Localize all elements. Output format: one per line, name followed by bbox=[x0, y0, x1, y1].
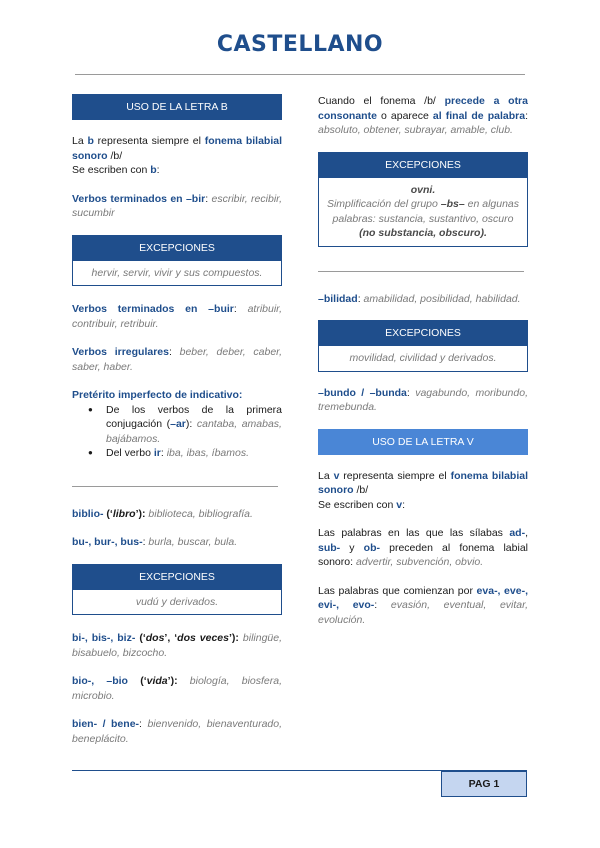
exceptions-body: vudú y derivados. bbox=[135, 595, 219, 608]
page-title: CASTELLANO bbox=[216, 32, 384, 57]
rule-bir: Verbos terminados en –bir: escribir, recibir, sucumbir bbox=[72, 192, 282, 219]
rule-irregulares: Verbos irregulares: beber, deber, caber, saber, haber. bbox=[72, 346, 283, 373]
exceptions-box-4 bbox=[318, 320, 528, 372]
rule-eva: Las palabras que comienzan por eva-, eve-, evi-, evo-: evasión, eventual, evitar, evolución. bbox=[318, 584, 528, 626]
rule-bien: bien- / bene-: bienvenido, bienaventurado, beneplácito. bbox=[72, 718, 282, 745]
exceptions-header: EXCEPCIONES bbox=[73, 236, 281, 261]
section-header-uso-v: USO DE LA LETRA V bbox=[318, 429, 528, 455]
list-item: ● De los verbos de la primera conjugación (–ar): cantaba, amabas, bajábamos. bbox=[88, 403, 282, 447]
page-number: PAG 1 bbox=[441, 771, 527, 797]
section-divider bbox=[318, 271, 524, 272]
rule-ad-sub-ob: Las palabras en las que las sílabas ad-, sub- y ob- preceden al fonema labial sonoro: advertir, subvención, obvio. bbox=[318, 527, 528, 568]
intro-v: La v representa siempre el fonema bilabial sonoro /b/ Se escriben con v: bbox=[318, 469, 528, 511]
intro-b: La b representa siempre el fonema bilabial sonoro /b/ Se escriben con b: bbox=[72, 135, 282, 176]
exceptions-header: EXCEPCIONES bbox=[319, 153, 527, 178]
exceptions-header: EXCEPCIONES bbox=[73, 565, 281, 590]
rule-preterito: Pretérito imperfecto de indicativo: ● De los verbos de la primera conjugación (–ar): cantaba, amabas, bajábamos. ● Del verbo ir: iba, ibas, íbamos. bbox=[72, 388, 282, 461]
rule-bi: bi-, bis-, biz- (‘dos’, ‘dos veces’): bilingüe, bisabuelo, bizcocho. bbox=[72, 632, 283, 659]
exceptions-box-3 bbox=[318, 152, 528, 247]
section-divider bbox=[72, 486, 278, 487]
exceptions-body: hervir, servir, vivir y sus compuestos. bbox=[91, 266, 263, 279]
exceptions-body: movilidad, civilidad y derivados. bbox=[349, 352, 497, 364]
rule-bilidad: –bilidad: amabilidad, posibilidad, habilidad. bbox=[318, 292, 521, 305]
rule-bundo: –bundo / –bunda: vagabundo, moribundo, tremebunda. bbox=[318, 386, 528, 413]
rule-fonema-b: Cuando el fonema /b/ precede a otra consonante o aparece al final de palabra: absoluto, obtener, subrayar, amable, club. bbox=[318, 95, 528, 136]
right-column bbox=[318, 94, 528, 627]
title-divider bbox=[75, 74, 525, 75]
rule-bu: bu-, bur-, bus-: burla, buscar, bula. bbox=[72, 536, 238, 548]
exceptions-box-2 bbox=[72, 564, 282, 616]
list-item: ● Del verbo ir: iba, ibas, íbamos. bbox=[88, 446, 282, 461]
rule-buir: Verbos terminados en –buir: atribuir, contribuir, retribuir. bbox=[72, 303, 282, 330]
exceptions-body: ovni. Simplificación del grupo –bs– en algunas palabras: sustancia, sustantivo, oscuro (no substancia, obscuro). bbox=[326, 183, 520, 239]
exceptions-box-1 bbox=[72, 235, 282, 287]
rule-biblio: biblio- (‘libro’): biblioteca, bibliografía. bbox=[72, 507, 253, 520]
left-column bbox=[72, 94, 282, 746]
rule-bio: bio-, –bio (‘vida’): biología, biosfera, microbio. bbox=[72, 675, 282, 702]
exceptions-header: EXCEPCIONES bbox=[319, 321, 527, 346]
section-header-uso-b: USO DE LA LETRA B bbox=[72, 94, 282, 120]
